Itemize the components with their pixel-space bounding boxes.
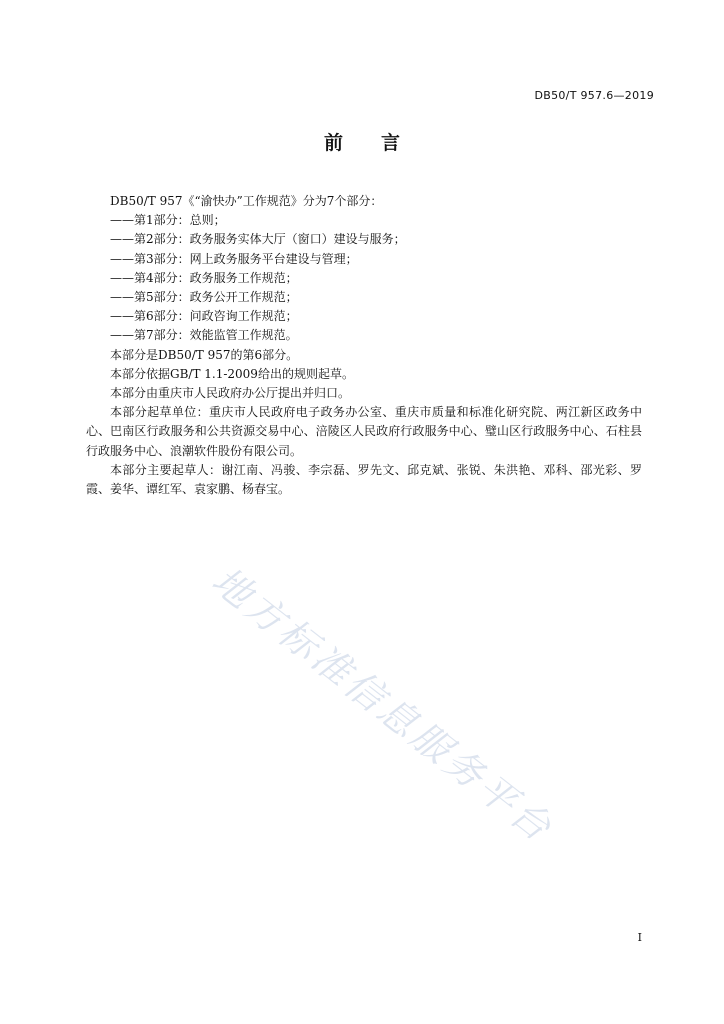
standard-number: DB50/T 957.6—2019 bbox=[534, 89, 654, 102]
page-number: I bbox=[637, 931, 642, 944]
part-item-3: ——第3部分：网上政务服务平台建设与管理； bbox=[110, 251, 358, 266]
paragraph-drafting-rules: 本部分依据GB/T 1.1-2009给出的规则起草。 bbox=[110, 366, 354, 381]
paragraph-proposer: 本部分由重庆市人民政府办公厅提出并归口。 bbox=[110, 386, 351, 401]
part-item-4: ——第4部分：政务服务工作规范； bbox=[110, 270, 298, 285]
paragraph-drafting-units: 本部分起草单位：重庆市人民政府电子政务办公室、重庆市质量和标准化研究院、两江新区政务中心、巴南区行政服务和公共资源交易中心、涪陵区人民政府行政服务中心、璧山区行政服务中心、石柱县行政服务中心、浪潮软件股份有限公司。 bbox=[86, 405, 642, 458]
watermark: 地方标准信息服务平台 bbox=[203, 558, 562, 852]
part-item-1: ——第1部分：总则； bbox=[110, 213, 226, 228]
part-item-2: ——第2部分：政务服务实体大厅（窗口）建设与服务； bbox=[110, 232, 406, 247]
part-item-6: ——第6部分：问政咨询工作规范； bbox=[110, 309, 298, 324]
document-body bbox=[86, 192, 642, 499]
paragraph-part-statement: 本部分是DB50/T 957的第6部分。 bbox=[110, 347, 299, 362]
paragraph-drafters: 本部分主要起草人：谢江南、冯骏、李宗磊、罗先文、邱克斌、张锐、朱洪艳、邓科、邵光彩、罗霞、姜华、谭红军、袁家鹏、杨春宝。 bbox=[86, 462, 642, 497]
page-title: 前言 bbox=[323, 132, 438, 154]
part-item-7: ——第7部分：效能监管工作规范。 bbox=[110, 328, 298, 343]
intro-line: DB50/T 957《“渝快办”工作规范》分为7个部分： bbox=[110, 194, 383, 208]
part-item-5: ——第5部分：政务公开工作规范； bbox=[110, 290, 298, 305]
